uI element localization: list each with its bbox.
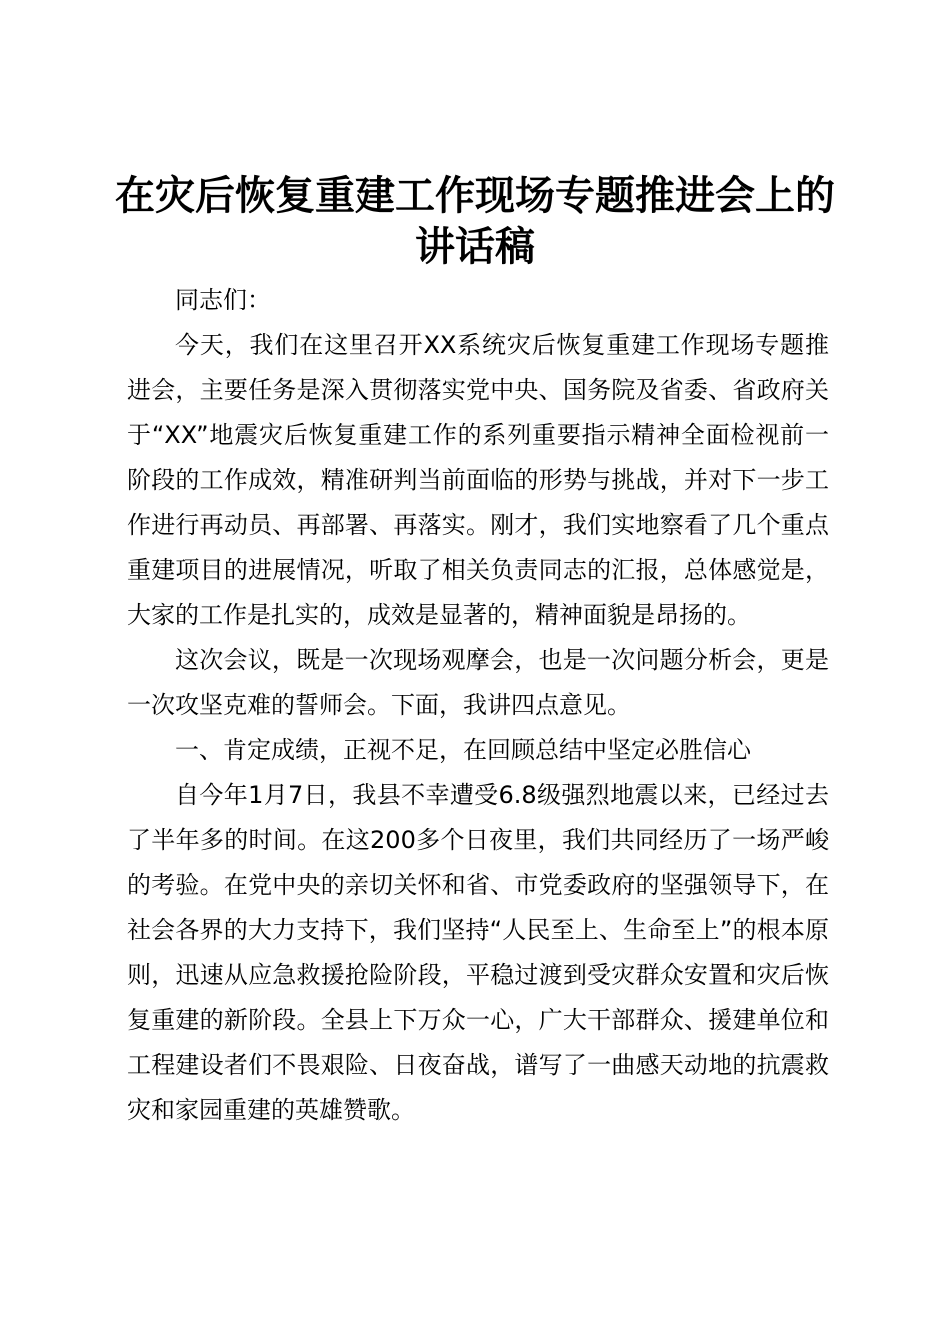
- document-body: [127, 278, 829, 1133]
- salutation: 同志们：: [175, 286, 271, 314]
- section-paragraph: 自今年1月7日，我县不幸遭受6.8级强烈地震以来，已经过去了半年多的时间。在这200多个日夜里，我们共同经历了一场严峻的考验。在党中央的亲切关怀和省、市党委政府的坚强领导下，在社会各界的大力支持下，我们坚持“人民至上、生命至上”的根本原则，迅速从应急救援抢险阶段，平稳过渡到受灾群众安置和灾后恢复重建的新阶段。全县上下万众一心，广大干部群众、援建单位和工程建设者们不畏艰险、日夜奋战，谱写了一曲感天动地的抗震救灾和家园重建的英雄赞歌。: [127, 781, 829, 1124]
- section-heading: 一、肯定成绩，正视不足，在回顾总结中坚定必胜信心: [175, 736, 751, 764]
- body-paragraph: 今天，我们在这里召开XX系统灾后恢复重建工作现场专题推进会，主要任务是深入贯彻落实党中央、国务院及省委、省政府关于“XX”地震灾后恢复重建工作的系列重要指示精神全面检视前一阶段的工作成效，精准研判当前面临的形势与挑战，并对下一步工作进行再动员、再部署、再落实。刚才，我们实地察看了几个重点重建项目的进展情况，听取了相关负责同志的汇报，总体感觉是，大家的工作是扎实的，成效是显著的，精神面貌是昂扬的。: [127, 331, 829, 629]
- document-title: 在灾后恢复重建工作现场专题推进会上的讲话稿: [115, 172, 835, 270]
- body-paragraph: 这次会议，既是一次现场观摩会，也是一次问题分析会，更是一次攻坚克难的誓师会。下面，我讲四点意见。: [127, 646, 829, 719]
